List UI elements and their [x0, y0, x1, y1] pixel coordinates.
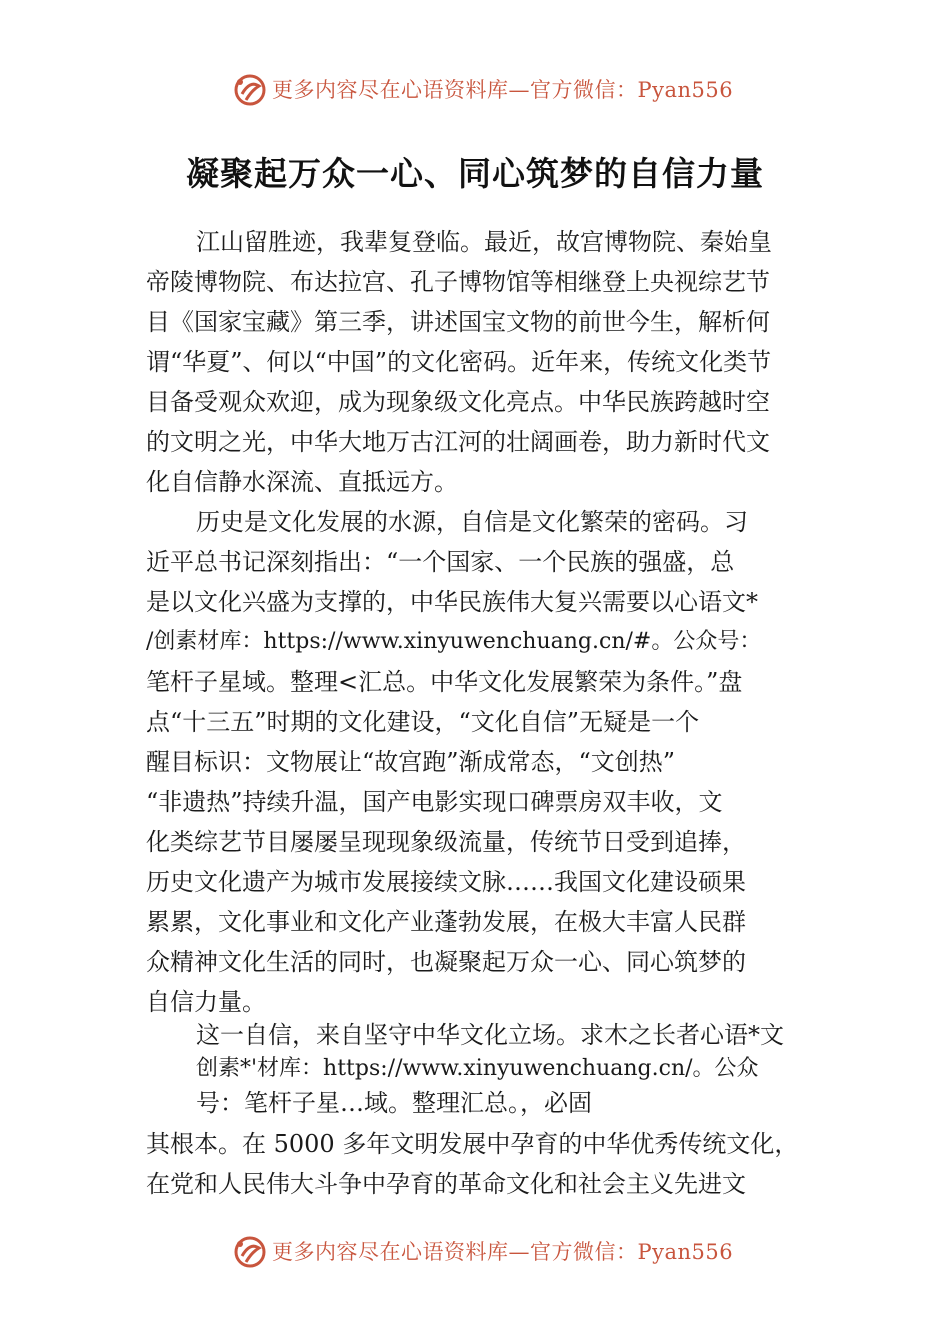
text-line: /创素材库：https://www.xinyuwenchuang.cn/#。公众号：	[146, 629, 762, 654]
text-line: 在党和人民伟大斗争中孕育的革命文化和社会主义先进文	[146, 1170, 746, 1198]
text-line: 的文明之光，中华大地万古江河的壮阔画卷，助力新时代文	[146, 428, 770, 456]
text-line: 江山留胜迹，我辈复登临。最近，故宫博物院、秦始皇	[196, 228, 772, 256]
text-line: 化类综艺节目屡屡呈现现象级流量，传统节日受到追捧，	[146, 828, 746, 856]
text-line: 是以文化兴盛为支撑的，中华民族伟大复兴需要以心语文*	[146, 588, 758, 616]
text-line: 目《国家宝藏》第三季，讲述国宝文物的前世今生，解析何	[146, 308, 770, 336]
banner-text: 更多内容尽在心语资料库—官方微信：Pyan556	[272, 78, 734, 102]
text-line: 帝陵博物院、布达拉宫、孔子博物馆等相继登上央视综艺节	[146, 268, 770, 296]
text-line: 近平总书记深刻指出：“一个国家、一个民族的强盛，总	[146, 548, 735, 576]
text-line: 累累，文化事业和文化产业蓬勃发展，在极大丰富人民群	[146, 908, 746, 936]
text-line: 化自信静水深流、直抵远方。	[146, 468, 458, 496]
header-banner	[0, 70, 950, 110]
text-line: 笔杆子星域。整理<汇总。中华文化发展繁荣为条件。”盘	[146, 668, 743, 696]
text-line: 创素*'材库：https://www.xinyuwenchuang.cn/。公众	[196, 1056, 759, 1081]
text-line: 历史是文化发展的水源，自信是文化繁荣的密码。习	[196, 508, 748, 536]
text-line: 自信力量。	[146, 988, 266, 1016]
text-line: 号：笔杆子星…域。整理汇总。，必固	[196, 1089, 592, 1117]
page-title: 凝聚起万众一心、同心筑梦的自信力量	[186, 154, 764, 193]
text-line: 历史文化遗产为城市发展接续文脉……我国文化建设硕果	[146, 868, 746, 896]
text-line: 谓“华夏”、何以“中国”的文化密码。近年来，传统文化类节	[146, 348, 772, 376]
seal-logo-icon	[232, 72, 268, 108]
text-line: 点“十三五”时期的文化建设，“文化自信”无疑是一个	[146, 708, 700, 736]
text-line: 其根本。在 5000 多年文明发展中孕育的中华优秀传统文化，	[146, 1130, 799, 1158]
text-line: “非遗热”持续升温，国产电影实现口碑票房双丰收，文	[146, 788, 723, 816]
text-line: 醒目标识：文物展让“故宫跑”渐成常态，“文创热”	[146, 748, 676, 776]
seal-logo-icon	[232, 1234, 268, 1270]
text-line: 这一自信，来自坚守中华文化立场。求木之长者心语*文	[196, 1021, 784, 1049]
text-line: 目备受观众欢迎，成为现象级文化亮点。中华民族跨越时空	[146, 388, 770, 416]
text-line: 众精神文化生活的同时，也凝聚起万众一心、同心筑梦的	[146, 948, 746, 976]
banner-text: 更多内容尽在心语资料库—官方微信：Pyan556	[272, 1240, 734, 1264]
footer-banner	[0, 1232, 950, 1272]
